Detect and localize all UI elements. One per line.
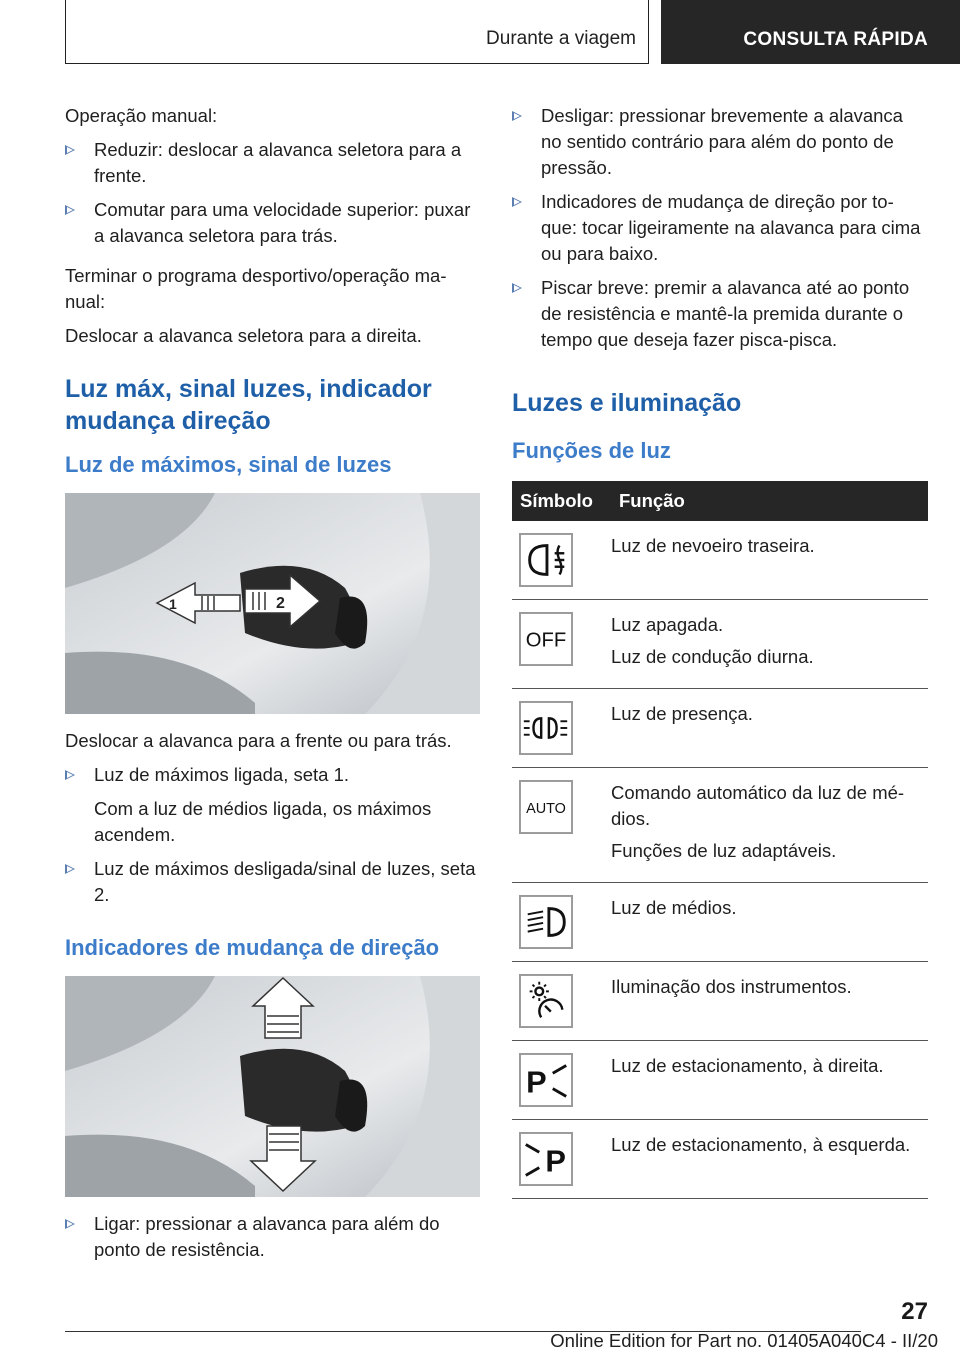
function-text: Luz de condução diurna. [611,646,814,667]
header-section-title: Durante a viagem [486,28,636,49]
bullet-triangle-icon [65,1219,75,1229]
list-item [65,856,480,908]
list-item [65,1211,480,1263]
table-row [512,962,928,1041]
list-item-text: Luz de máximos desligada/sinal de luzes, seta 2. [94,858,476,905]
header-rule-left [65,0,66,64]
list-item [65,137,480,189]
low-beam-icon [519,895,573,949]
page-number: 27 [901,1298,928,1325]
function-text: Luz de nevoeiro traseira. [611,535,815,556]
parking-light-left-icon [519,1132,573,1186]
subsection-heading-high-beam: Luz de máximos, sinal de luzes [65,452,392,477]
list-item-text: Indicadores de mudança de direção por to‐que: tocar ligeiramente na alavanca para cima ou para baixo. [541,191,921,264]
bullet-triangle-icon [512,111,522,121]
list-item [512,103,928,181]
list-item [65,762,480,788]
list-item [512,275,928,353]
subsection-heading-light-functions: Funções de luz [512,438,671,463]
right-column [512,103,928,1199]
list-item-text: Desligar: pressionar brevemente a alavanca no sentido contrário para além do ponto de pressão. [541,105,903,178]
light-functions-table [512,481,928,1199]
icon-text: P [526,1064,547,1100]
table-row [512,1041,928,1120]
list-item-text: Piscar breve: premir a alavanca até ao ponto de resistência e mantê-la premida durante o tempo que deseja fazer pisca-pisca. [541,277,910,350]
bullet-triangle-icon [512,283,522,293]
list-item-text: Ligar: pressionar a alavanca para além do ponto de resistência. [94,1213,440,1260]
bullet-triangle-icon [65,770,75,780]
function-text: Luz de presença. [611,703,753,724]
list-item-text: Luz de máximos ligada, seta 1. [94,764,350,785]
list-item [512,189,928,267]
figure-high-beam-lever [65,493,480,714]
paragraph-end-sport: Terminar o programa desportivo/operação ma‐nual: [65,265,447,312]
parking-light-right-icon [519,1053,573,1107]
bullet-triangle-icon [65,205,75,215]
table-row [512,1120,928,1199]
table-header-symbol: Símbolo [512,481,611,521]
table-row [512,689,928,768]
function-text: Luz apagada. [611,614,724,635]
function-text: Luz de médios. [611,897,737,918]
header-rule-bottom [65,63,649,64]
list-item-text: Reduzir: deslocar a alavanca seletora para a frente. [94,139,462,186]
section-heading-high-beam-indicators: Luz máx, sinal luzes, indicador mudança direção [65,375,432,435]
left-column [65,103,480,1271]
figure-arrow-label-1: 1 [169,596,177,612]
section-heading-lights: Luzes e iluminação [512,389,742,417]
header-chapter-tab: CONSULTA RÁPIDA [661,0,960,64]
instrument-lighting-icon [519,974,573,1028]
bullet-triangle-icon [65,864,75,874]
side-lights-icon [519,701,573,755]
figure-arrow-label-2: 2 [276,595,285,612]
subsection-heading-turn-indicators: Indicadores de mudança de direção [65,935,440,960]
function-text: Luz de estacionamento, à esquerda. [611,1134,911,1155]
list-item-subtext: Com a luz de médios ligada, os máximos acendem. [94,798,432,845]
list-item [65,197,480,249]
header-rule-divider [648,0,649,64]
bullet-triangle-icon [65,145,75,155]
table-row [512,768,928,883]
bullet-triangle-icon [512,197,522,207]
table-header-row [512,481,928,521]
function-text: Funções de luz adaptáveis. [611,840,837,861]
figure-turn-indicator-lever [65,976,480,1197]
table-row [512,600,928,689]
function-text: Comando automático da luz de mé‐dios. [611,782,905,829]
function-text: Iluminação dos instrumentos. [611,976,852,997]
paragraph-move-lever: Deslocar a alavanca para a frente ou para trás. [65,730,452,751]
function-text: Luz de estacionamento, à direita. [611,1055,884,1076]
list-item-text: Comutar para uma velocidade superior: puxar a alavanca seletora para trás. [94,199,471,246]
auto-headlight-icon [519,780,573,834]
footer-edition: Online Edition for Part no. 01405A040C4 - II/20 [550,1330,938,1351]
paragraph-move-right: Deslocar a alavanca seletora para a direita. [65,325,422,346]
rear-fog-light-icon [519,533,573,587]
table-row [512,883,928,962]
icon-text: P [545,1143,566,1179]
table-row [512,521,928,600]
lights-off-icon [519,612,573,666]
icon-text: AUTO [526,800,566,817]
paragraph-manual-operation: Operação manual: [65,105,218,126]
icon-text: OFF [525,629,567,652]
table-header-function: Função [611,481,928,521]
